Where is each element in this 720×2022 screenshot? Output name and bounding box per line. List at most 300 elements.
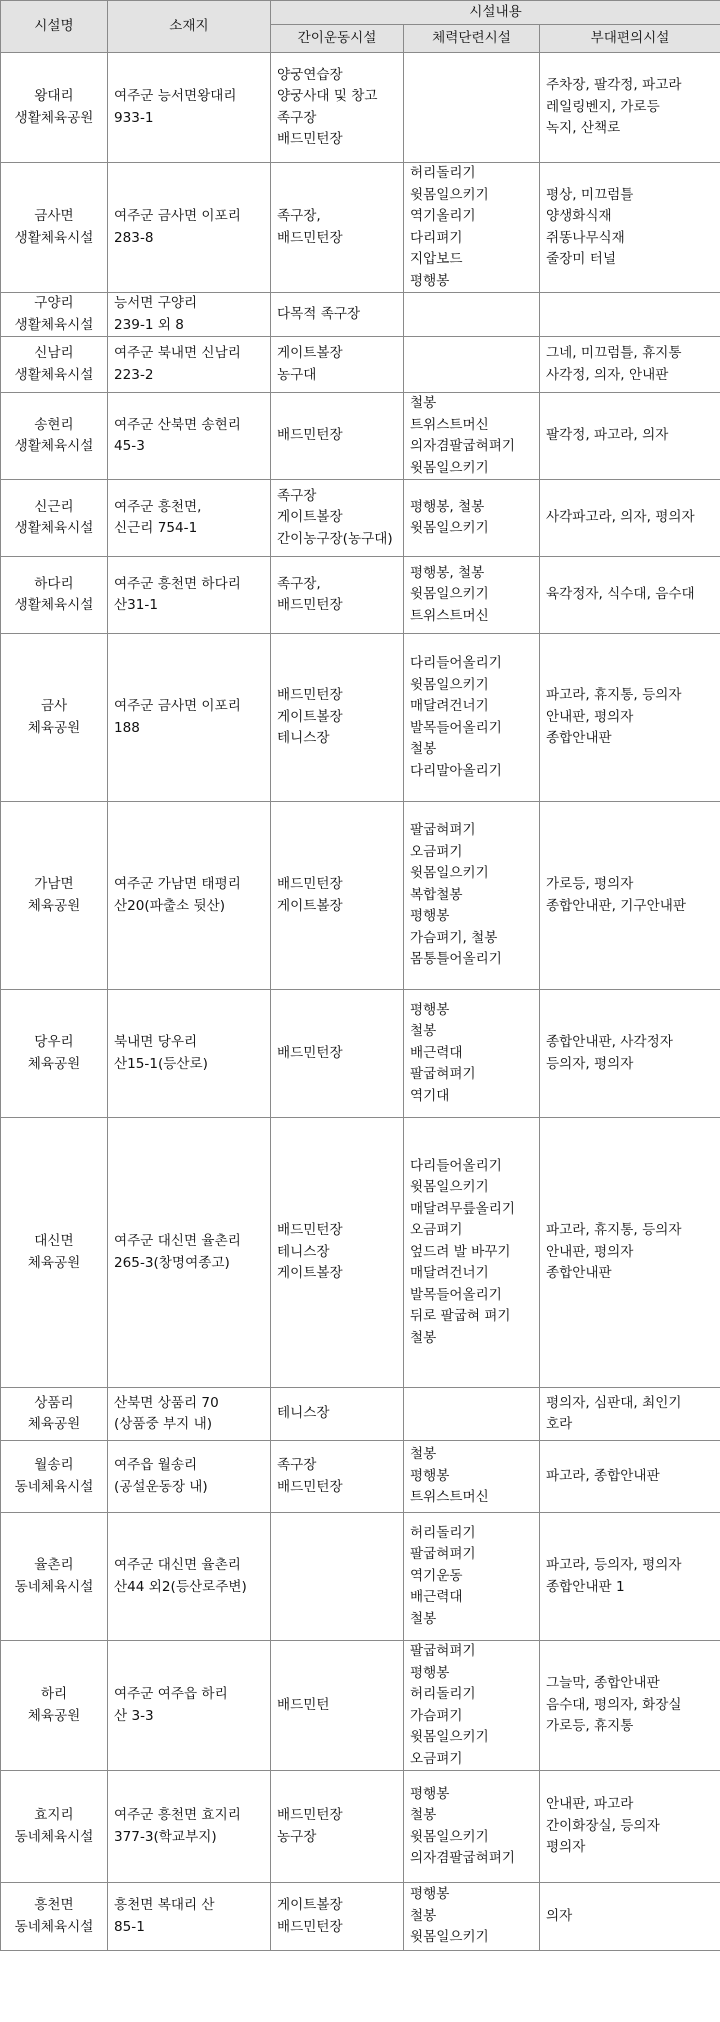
fitness-cell-line: 팔굽혀펴기 <box>410 1546 476 1563</box>
fitness-cell <box>404 293 540 337</box>
amenity-cell-line: 파고라, 등의자, 평의자 <box>546 1557 682 1573</box>
fitness-cell-line: 윗몸일으키기 <box>410 520 489 536</box>
location-cell-line: 여주군 금사면 이포리 <box>114 208 241 224</box>
fitness-cell-line: 오금펴기 <box>410 1222 463 1239</box>
facility-name-cell-line: 효지리 <box>34 1807 74 1823</box>
facility-name-cell-line: 흥천면 <box>34 1897 74 1913</box>
fitness-cell-line: 매달려무릎올리기 <box>410 1200 516 1217</box>
amenity-cell <box>540 1771 720 1883</box>
fitness-cell-line: 철봉 <box>410 1329 437 1346</box>
facility-name-cell <box>1 1388 108 1441</box>
facility-name-cell-line: 율촌리 <box>34 1557 74 1573</box>
facility-name-cell <box>1 1641 108 1771</box>
amenity-cell <box>540 557 720 634</box>
simple-exercise-cell <box>271 480 404 557</box>
facility-name-cell-line: 월송리 <box>34 1457 74 1473</box>
location-cell <box>108 480 271 557</box>
simple-exercise-cell-line: 배드민턴장 <box>277 427 343 444</box>
fitness-cell-line: 뒤로 팔굽혀 펴기 <box>410 1308 511 1325</box>
simple-exercise-cell-line: 족구장 <box>277 1457 317 1473</box>
facility-name-cell-line: 체육공원 <box>27 1416 81 1432</box>
facility-name-cell <box>1 393 108 480</box>
fitness-cell-line: 다리들어올리기 <box>410 1157 502 1174</box>
facility-name-cell <box>1 53 108 163</box>
header-location: 소재지 <box>108 1 271 53</box>
facility-name-cell-line: 생활체육시설 <box>14 229 94 246</box>
location-cell <box>108 557 271 634</box>
location-cell <box>108 337 271 393</box>
simple-exercise-cell <box>271 1513 404 1641</box>
fitness-cell-line: 윗몸일으키기 <box>410 459 489 476</box>
amenity-cell-line: 평의자 <box>546 1839 586 1856</box>
fitness-cell-line: 트위스트머신 <box>410 607 489 624</box>
header-fitness: 체력단련시설 <box>404 25 540 53</box>
amenity-cell-line: 그네, 미끄럼틀, 휴지통 <box>546 345 682 361</box>
simple-exercise-cell-line: 배드민턴장 <box>277 1478 343 1495</box>
location-cell-line: 산31-1 <box>114 597 158 613</box>
fitness-cell <box>404 990 540 1118</box>
amenity-cell <box>540 337 720 393</box>
amenity-cell <box>540 293 720 337</box>
table-row <box>1 990 720 1118</box>
location-cell-line: 933-1 <box>114 109 154 126</box>
amenity-cell-line: 음수대, 평의자, 화장실 <box>546 1696 682 1713</box>
table-row <box>1 634 720 802</box>
facility-name-cell-line: 체육공원 <box>27 719 81 736</box>
fitness-cell-line: 철봉 <box>410 1807 437 1823</box>
amenity-cell-line: 사각정, 의자, 안내판 <box>546 366 669 383</box>
fitness-cell-line: 평행봉 <box>410 1001 450 1018</box>
fitness-cell-line: 평행봉 <box>410 272 450 289</box>
fitness-cell-line: 팔굽혀펴기 <box>410 1066 476 1083</box>
fitness-cell-line: 역기올리기 <box>410 208 476 224</box>
simple-exercise-cell-line: 양궁사대 및 창고 <box>277 88 378 104</box>
amenity-cell-line: 가로등, 평의자 <box>546 876 634 892</box>
table-row <box>1 1513 720 1641</box>
table-row <box>1 557 720 634</box>
location-cell <box>108 1513 271 1641</box>
amenity-cell-line: 파고라, 종합안내판 <box>546 1467 660 1484</box>
location-cell-line: 산44 외2(등산로주변) <box>114 1578 247 1595</box>
fitness-cell <box>404 163 540 293</box>
amenity-cell-line: 간이화장실, 등의자 <box>546 1817 660 1834</box>
facility-name-cell-line: 체육공원 <box>27 1055 81 1072</box>
simple-exercise-cell-line: 테니스장 <box>277 730 330 747</box>
simple-exercise-cell <box>271 1118 404 1388</box>
fitness-cell-line: 허리돌리기 <box>410 1524 476 1541</box>
facility-name-cell <box>1 1883 108 1951</box>
fitness-cell <box>404 337 540 393</box>
facility-name-cell-line: 송현리 <box>34 416 74 433</box>
amenity-cell-line: 그늘막, 종합안내판 <box>546 1675 660 1692</box>
simple-exercise-cell <box>271 1771 404 1883</box>
location-cell <box>108 1771 271 1883</box>
location-cell <box>108 634 271 802</box>
fitness-cell-line: 철봉 <box>410 395 437 411</box>
fitness-cell-line: 허리돌리기 <box>410 165 476 181</box>
amenity-cell-line: 사각파고라, 의자, 평의자 <box>546 509 695 526</box>
facility-name-cell <box>1 1513 108 1641</box>
location-cell-line: 265-3(창명여종고) <box>114 1254 230 1271</box>
amenity-cell <box>540 480 720 557</box>
simple-exercise-cell <box>271 1641 404 1771</box>
fitness-cell-line: 철봉 <box>410 1446 437 1463</box>
fitness-cell <box>404 393 540 480</box>
fitness-cell <box>404 557 540 634</box>
fitness-cell-line: 윗몸일으키기 <box>410 865 489 882</box>
location-cell-line: 산15-1(등산로) <box>114 1055 208 1072</box>
fitness-cell-line: 철봉 <box>410 1023 437 1040</box>
amenity-cell <box>540 1118 720 1388</box>
simple-exercise-cell-line: 게이트볼장 <box>277 345 343 361</box>
fitness-cell-line: 허리돌리기 <box>410 1686 476 1702</box>
fitness-cell-line: 팔굽혀펴기 <box>410 1643 476 1659</box>
location-cell-line: 산 3-3 <box>114 1707 154 1724</box>
fitness-cell <box>404 1771 540 1883</box>
amenity-cell <box>540 1641 720 1771</box>
header-simple-exercise: 간이운동시설 <box>271 25 404 53</box>
fitness-cell-line: 윗몸일으키기 <box>410 1929 489 1946</box>
location-cell-line: 신근리 754-1 <box>114 520 198 536</box>
facility-name-cell <box>1 990 108 1118</box>
simple-exercise-cell-line: 배드민턴장 <box>277 876 343 892</box>
location-cell-line: 여주군 흥천면, <box>114 498 202 515</box>
simple-exercise-cell-line: 배드민턴장 <box>277 687 343 704</box>
amenity-cell-line: 가로등, 휴지통 <box>546 1718 634 1735</box>
simple-exercise-cell-line: 배드민턴장 <box>277 597 343 613</box>
simple-exercise-cell <box>271 1388 404 1441</box>
fitness-cell-line: 엎드려 발 바꾸기 <box>410 1243 511 1260</box>
fitness-cell-line: 복합철봉 <box>410 886 463 903</box>
simple-exercise-cell-line: 족구장, <box>277 575 321 592</box>
simple-exercise-cell-line: 게이트볼장 <box>277 1897 343 1913</box>
simple-exercise-cell-line: 테니스장 <box>277 1243 330 1260</box>
location-cell-line: (상품중 부지 내) <box>114 1416 213 1432</box>
fitness-cell-line: 윗몸일으키기 <box>410 186 489 203</box>
fitness-cell-line: 배근력대 <box>410 1044 463 1061</box>
fitness-cell <box>404 1641 540 1771</box>
simple-exercise-cell-line: 배드민턴장 <box>277 229 343 246</box>
location-cell-line: 여주군 능서면왕대리 <box>114 88 237 104</box>
amenity-cell <box>540 1883 720 1951</box>
location-cell-line: 흥천면 복대리 산 <box>114 1897 215 1913</box>
location-cell <box>108 53 271 163</box>
simple-exercise-cell-line: 게이트볼장 <box>277 1265 343 1282</box>
simple-exercise-cell <box>271 1883 404 1951</box>
fitness-cell <box>404 53 540 163</box>
simple-exercise-cell <box>271 634 404 802</box>
table-row <box>1 1771 720 1883</box>
simple-exercise-cell-line: 족구장, <box>277 208 321 224</box>
facility-name-cell <box>1 557 108 634</box>
amenity-cell <box>540 53 720 163</box>
fitness-cell-line: 지압보드 <box>410 251 463 267</box>
simple-exercise-cell-line: 테니스장 <box>277 1405 330 1422</box>
simple-exercise-cell-line: 배드민턴장 <box>277 1222 343 1239</box>
amenity-cell-line: 종합안내판 <box>546 730 612 747</box>
fitness-cell-line: 매달려건너기 <box>410 1265 489 1282</box>
table-row <box>1 480 720 557</box>
table-row <box>1 393 720 480</box>
location-cell-line: 여주군 가남면 태평리 <box>114 876 241 892</box>
fitness-cell <box>404 1118 540 1388</box>
amenity-cell-line: 안내판, 평의자 <box>546 1243 634 1260</box>
fitness-cell-line: 평행봉 <box>410 1785 450 1802</box>
fitness-cell-line: 몸통틀어올리기 <box>410 951 502 968</box>
facility-name-cell-line: 금사면 <box>34 208 74 224</box>
fitness-cell-line: 가슴펴기, 철봉 <box>410 929 498 946</box>
fitness-cell-line: 평행봉 <box>410 1886 450 1903</box>
simple-exercise-cell-line: 게이트볼장 <box>277 897 343 914</box>
simple-exercise-cell <box>271 163 404 293</box>
fitness-cell-line: 의자겸팔굽혀펴기 <box>410 1850 516 1866</box>
facility-name-cell <box>1 293 108 337</box>
table-row <box>1 163 720 293</box>
facility-name-cell-line: 가남면 <box>34 876 74 892</box>
table-row <box>1 293 720 337</box>
fitness-cell-line: 다리말아올리기 <box>410 762 502 779</box>
location-cell <box>108 1441 271 1513</box>
fitness-cell-line: 발목들어올리기 <box>410 719 502 736</box>
facility-name-cell-line: 하다리 <box>34 575 74 592</box>
facility-name-cell-line: 동네체육시설 <box>14 1478 94 1495</box>
simple-exercise-cell-line: 양궁연습장 <box>277 66 343 83</box>
table-row <box>1 1641 720 1771</box>
simple-exercise-cell-line: 게이트볼장 <box>277 509 343 526</box>
facility-name-cell-line: 체육공원 <box>27 1707 81 1724</box>
fitness-cell <box>404 1388 540 1441</box>
fitness-cell-line: 다리펴기 <box>410 229 463 246</box>
location-cell-line: 여주군 북내면 신남리 <box>114 345 241 361</box>
fitness-cell-line: 오금펴기 <box>410 1750 463 1767</box>
fitness-cell-line: 평행봉, 철봉 <box>410 564 485 581</box>
fitness-cell-line: 철봉 <box>410 1907 437 1924</box>
fitness-cell-line: 역기운동 <box>410 1567 463 1584</box>
facility-name-cell-line: 생활체육시설 <box>14 366 94 383</box>
fitness-cell <box>404 802 540 990</box>
simple-exercise-cell-line: 게이트볼장 <box>277 708 343 725</box>
amenity-cell <box>540 1441 720 1513</box>
simple-exercise-cell <box>271 393 404 480</box>
location-cell <box>108 293 271 337</box>
fitness-cell-line: 발목들어올리기 <box>410 1286 502 1303</box>
location-cell-line: 85-1 <box>114 1918 145 1935</box>
simple-exercise-cell-line: 배드민턴장 <box>277 131 343 147</box>
facility-name-cell <box>1 1771 108 1883</box>
simple-exercise-cell <box>271 557 404 634</box>
location-cell <box>108 1388 271 1441</box>
amenity-cell-line: 안내판, 파고라 <box>546 1796 634 1813</box>
facility-name-cell <box>1 480 108 557</box>
amenity-cell-line: 종합안내판 1 <box>546 1578 625 1595</box>
facility-name-cell-line: 동네체육시설 <box>14 1578 94 1595</box>
facility-name-cell-line: 대신면 <box>34 1233 74 1249</box>
fitness-cell-line: 평행봉 <box>410 1467 450 1484</box>
amenity-cell <box>540 1388 720 1441</box>
facility-name-cell-line: 생활체육시설 <box>14 438 94 454</box>
location-cell-line: 능서면 구양리 <box>114 295 198 311</box>
facility-name-cell-line: 동네체육시설 <box>14 1828 94 1845</box>
location-cell-line: 여주군 여주읍 하리 <box>114 1686 228 1702</box>
fitness-cell <box>404 480 540 557</box>
facility-name-cell <box>1 802 108 990</box>
simple-exercise-cell <box>271 1441 404 1513</box>
amenity-cell <box>540 802 720 990</box>
simple-exercise-cell <box>271 337 404 393</box>
header-amenity: 부대편의시설 <box>540 25 720 53</box>
location-cell-line: 여주읍 월송리 <box>114 1457 198 1473</box>
fitness-cell-line: 윗몸일으키기 <box>410 586 489 603</box>
facility-name-cell-line: 신남리 <box>34 345 74 361</box>
amenity-cell-line: 주차장, 팔각정, 파고라 <box>546 77 682 94</box>
fitness-cell-line: 윗몸일으키기 <box>410 1828 489 1845</box>
fitness-cell-line: 철봉 <box>410 741 437 757</box>
location-cell-line: 239-1 외 8 <box>114 316 184 333</box>
fitness-cell-line: 팔굽혀펴기 <box>410 822 476 839</box>
fitness-cell-line: 윗몸일으키기 <box>410 1179 489 1196</box>
location-cell-line: 45-3 <box>114 438 145 454</box>
table-row <box>1 1388 720 1441</box>
amenity-cell-line: 파고라, 휴지통, 등의자 <box>546 1222 682 1239</box>
fitness-cell <box>404 1883 540 1951</box>
amenity-cell-line: 양생화식재 <box>546 208 612 224</box>
location-cell <box>108 393 271 480</box>
location-cell-line: 188 <box>114 719 140 736</box>
location-cell-line: 여주군 산북면 송현리 <box>114 416 241 433</box>
amenity-cell-line: 종합안내판, 사각정자 <box>546 1034 673 1050</box>
table-row <box>1 802 720 990</box>
facility-name-cell-line: 당우리 <box>34 1034 74 1050</box>
fitness-cell-line: 가슴펴기 <box>410 1707 463 1724</box>
facility-name-cell-line: 왕대리 <box>34 88 74 104</box>
fitness-cell-line: 철봉 <box>410 1610 437 1627</box>
table-row <box>1 53 720 163</box>
facility-name-cell <box>1 337 108 393</box>
fitness-cell-line: 의자겸팔굽혀펴기 <box>410 438 516 454</box>
location-cell-line: 여주군 금사면 이포리 <box>114 698 241 714</box>
location-cell-line: 여주군 흥천면 하다리 <box>114 575 241 592</box>
simple-exercise-cell <box>271 990 404 1118</box>
amenity-cell-line: 줄장미 터널 <box>546 251 616 267</box>
location-cell-line: 283-8 <box>114 229 154 246</box>
fitness-cell-line: 평행봉, 철봉 <box>410 498 485 515</box>
fitness-cell-line: 다리들어올리기 <box>410 655 502 671</box>
table-row <box>1 337 720 393</box>
fitness-cell <box>404 1441 540 1513</box>
location-cell <box>108 1641 271 1771</box>
fitness-cell-line: 평행봉 <box>410 1664 450 1681</box>
amenity-cell-line: 쥐똥나무식재 <box>546 229 625 246</box>
facility-name-cell-line: 신근리 <box>34 498 74 515</box>
fitness-cell-line: 윗몸일으키기 <box>410 1729 489 1745</box>
simple-exercise-cell-line: 배드민턴장 <box>277 1918 343 1935</box>
facility-name-cell-line: 생활체육공원 <box>14 109 94 126</box>
location-cell-line: 223-2 <box>114 366 154 383</box>
amenity-cell-line: 녹지, 산책로 <box>546 120 621 137</box>
location-cell-line: 여주군 흥천면 효지리 <box>114 1807 241 1823</box>
simple-exercise-cell <box>271 53 404 163</box>
fitness-cell-line: 트위스트머신 <box>410 416 489 433</box>
fitness-cell <box>404 1513 540 1641</box>
location-cell-line: 377-3(학교부지) <box>114 1828 217 1845</box>
header-facility-name: 시설명 <box>1 1 108 53</box>
location-cell <box>108 163 271 293</box>
location-cell-line: 북내면 당우리 <box>114 1034 198 1050</box>
amenity-cell-line: 평의자, 심판대, 최인기 <box>546 1394 682 1411</box>
simple-exercise-cell <box>271 293 404 337</box>
facility-name-cell-line: 생활체육시설 <box>14 597 94 613</box>
simple-exercise-cell-line: 족구장 <box>277 487 317 504</box>
location-cell <box>108 1118 271 1388</box>
simple-exercise-cell-line: 간이농구장(농구대) <box>277 530 393 547</box>
simple-exercise-cell-line: 족구장 <box>277 109 317 126</box>
amenity-cell <box>540 163 720 293</box>
location-cell-line: 여주군 대신면 율촌리 <box>114 1233 241 1249</box>
location-cell-line: 산북면 상품리 70 <box>114 1394 219 1411</box>
facility-name-cell-line: 생활체육시설 <box>14 520 94 536</box>
facility-table-body <box>1 53 720 1951</box>
simple-exercise-cell-line: 배드민턴 <box>277 1696 330 1713</box>
amenity-cell-line: 종합안내판, 기구안내판 <box>546 897 686 914</box>
simple-exercise-cell-line: 농구대 <box>277 366 317 383</box>
facility-name-cell-line: 체육공원 <box>27 1254 81 1271</box>
fitness-cell-line: 역기대 <box>410 1087 450 1104</box>
amenity-cell <box>540 1513 720 1641</box>
location-cell-line: (공설운동장 내) <box>114 1478 208 1495</box>
fitness-cell <box>404 634 540 802</box>
amenity-cell-line: 평상, 미끄럼틀 <box>546 186 634 203</box>
amenity-cell-line: 레일링벤지, 가로등 <box>546 98 660 115</box>
amenity-cell <box>540 393 720 480</box>
location-cell <box>108 802 271 990</box>
amenity-cell-line: 팔각정, 파고라, 의자 <box>546 427 669 444</box>
simple-exercise-cell <box>271 802 404 990</box>
location-cell-line: 여주군 대신면 율촌리 <box>114 1557 241 1573</box>
simple-exercise-cell-line: 농구장 <box>277 1828 317 1845</box>
facility-name-cell <box>1 1118 108 1388</box>
header-content: 시설내용 <box>271 1 720 25</box>
amenity-cell-line: 육각정자, 식수대, 음수대 <box>546 586 695 603</box>
facility-name-cell-line: 동네체육시설 <box>14 1918 94 1935</box>
facility-name-cell <box>1 163 108 293</box>
facility-name-cell-line: 생활체육시설 <box>14 316 94 333</box>
amenity-cell-line: 의자 <box>546 1907 573 1924</box>
table-row <box>1 1441 720 1513</box>
amenity-cell-line: 종합안내판 <box>546 1265 612 1282</box>
simple-exercise-cell-line: 다목적 족구장 <box>277 305 361 322</box>
location-cell-line: 산20(파출소 뒷산) <box>114 897 226 914</box>
table-row <box>1 1118 720 1388</box>
simple-exercise-cell-line: 배드민턴장 <box>277 1807 343 1823</box>
simple-exercise-cell-line: 배드민턴장 <box>277 1044 343 1061</box>
facility-name-cell <box>1 1441 108 1513</box>
fitness-cell-line: 윗몸일으키기 <box>410 676 489 693</box>
facility-name-cell <box>1 634 108 802</box>
fitness-cell-line: 평행봉 <box>410 908 450 925</box>
amenity-cell-line: 파고라, 휴지통, 등의자 <box>546 687 682 704</box>
facility-name-cell-line: 상품리 <box>34 1394 74 1411</box>
amenity-cell-line: 호라 <box>546 1416 573 1432</box>
facility-name-cell-line: 구양리 <box>34 295 74 311</box>
fitness-cell-line: 트위스트머신 <box>410 1489 489 1506</box>
amenity-cell-line: 안내판, 평의자 <box>546 708 634 725</box>
table-row <box>1 1883 720 1951</box>
facility-name-cell-line: 하리 <box>40 1686 68 1702</box>
amenity-cell <box>540 990 720 1118</box>
amenity-cell <box>540 634 720 802</box>
location-cell <box>108 990 271 1118</box>
fitness-cell-line: 매달려건너기 <box>410 698 489 714</box>
